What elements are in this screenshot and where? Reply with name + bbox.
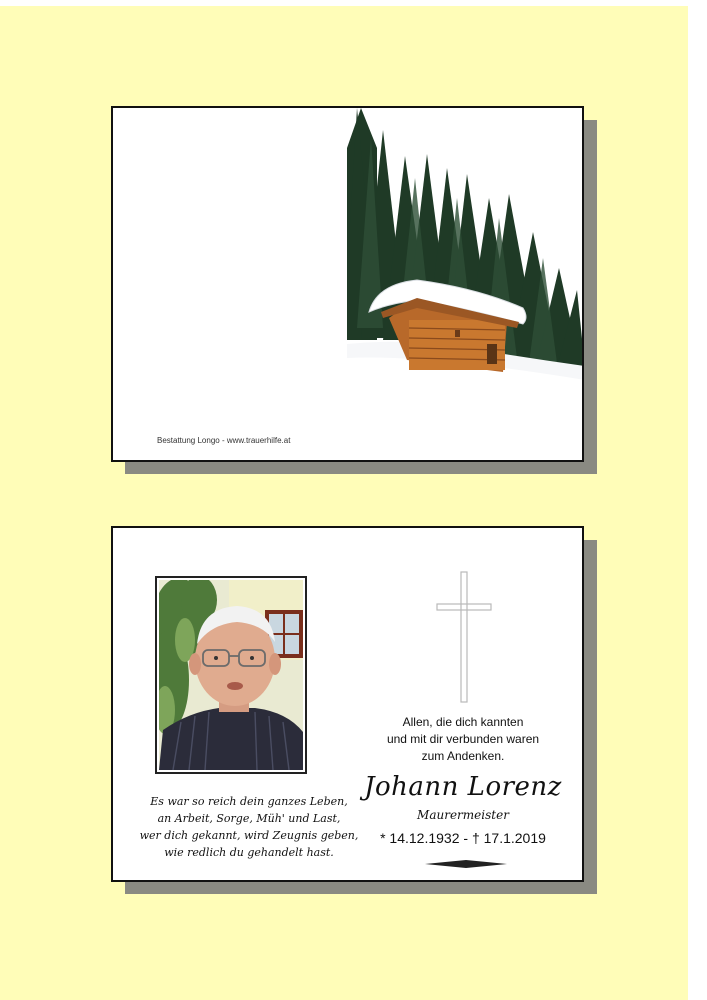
birth-date: 14.12.1932	[389, 830, 460, 846]
death-symbol: †	[471, 830, 480, 846]
chapel-winter-photo	[347, 108, 584, 462]
death-date: 17.1.2019	[483, 830, 546, 846]
date-separator: -	[463, 830, 469, 846]
front-card	[111, 106, 584, 462]
occupation: Maurermeister	[417, 808, 509, 822]
poem-line: Es war so reich dein ganzes Leben,	[150, 795, 348, 808]
poem-line: an Arbeit, Sorge, Müh' und Last,	[157, 812, 341, 825]
dedication-line: zum Andenken.	[421, 749, 505, 763]
poem-line: wer dich gekannt, wird Zeugnis geben,	[139, 829, 359, 842]
decorative-divider-icon	[425, 854, 507, 873]
deceased-name: Johann Lorenz	[364, 772, 562, 802]
funeral-home-credit: Bestattung Longo - www.trauerhilfe.at	[157, 436, 291, 445]
poem-line: wie redlich du gehandelt hast.	[164, 846, 334, 859]
memorial-poem	[123, 793, 375, 861]
dedication-line: Allen, die dich kannten	[402, 715, 524, 729]
portrait-photo	[155, 576, 307, 774]
cross-icon	[435, 570, 493, 710]
birth-symbol: *	[380, 830, 386, 846]
life-dates	[353, 830, 573, 846]
dedication-line: und mit dir verbunden waren	[386, 732, 540, 746]
dedication-text	[358, 714, 568, 765]
back-card	[111, 526, 584, 882]
